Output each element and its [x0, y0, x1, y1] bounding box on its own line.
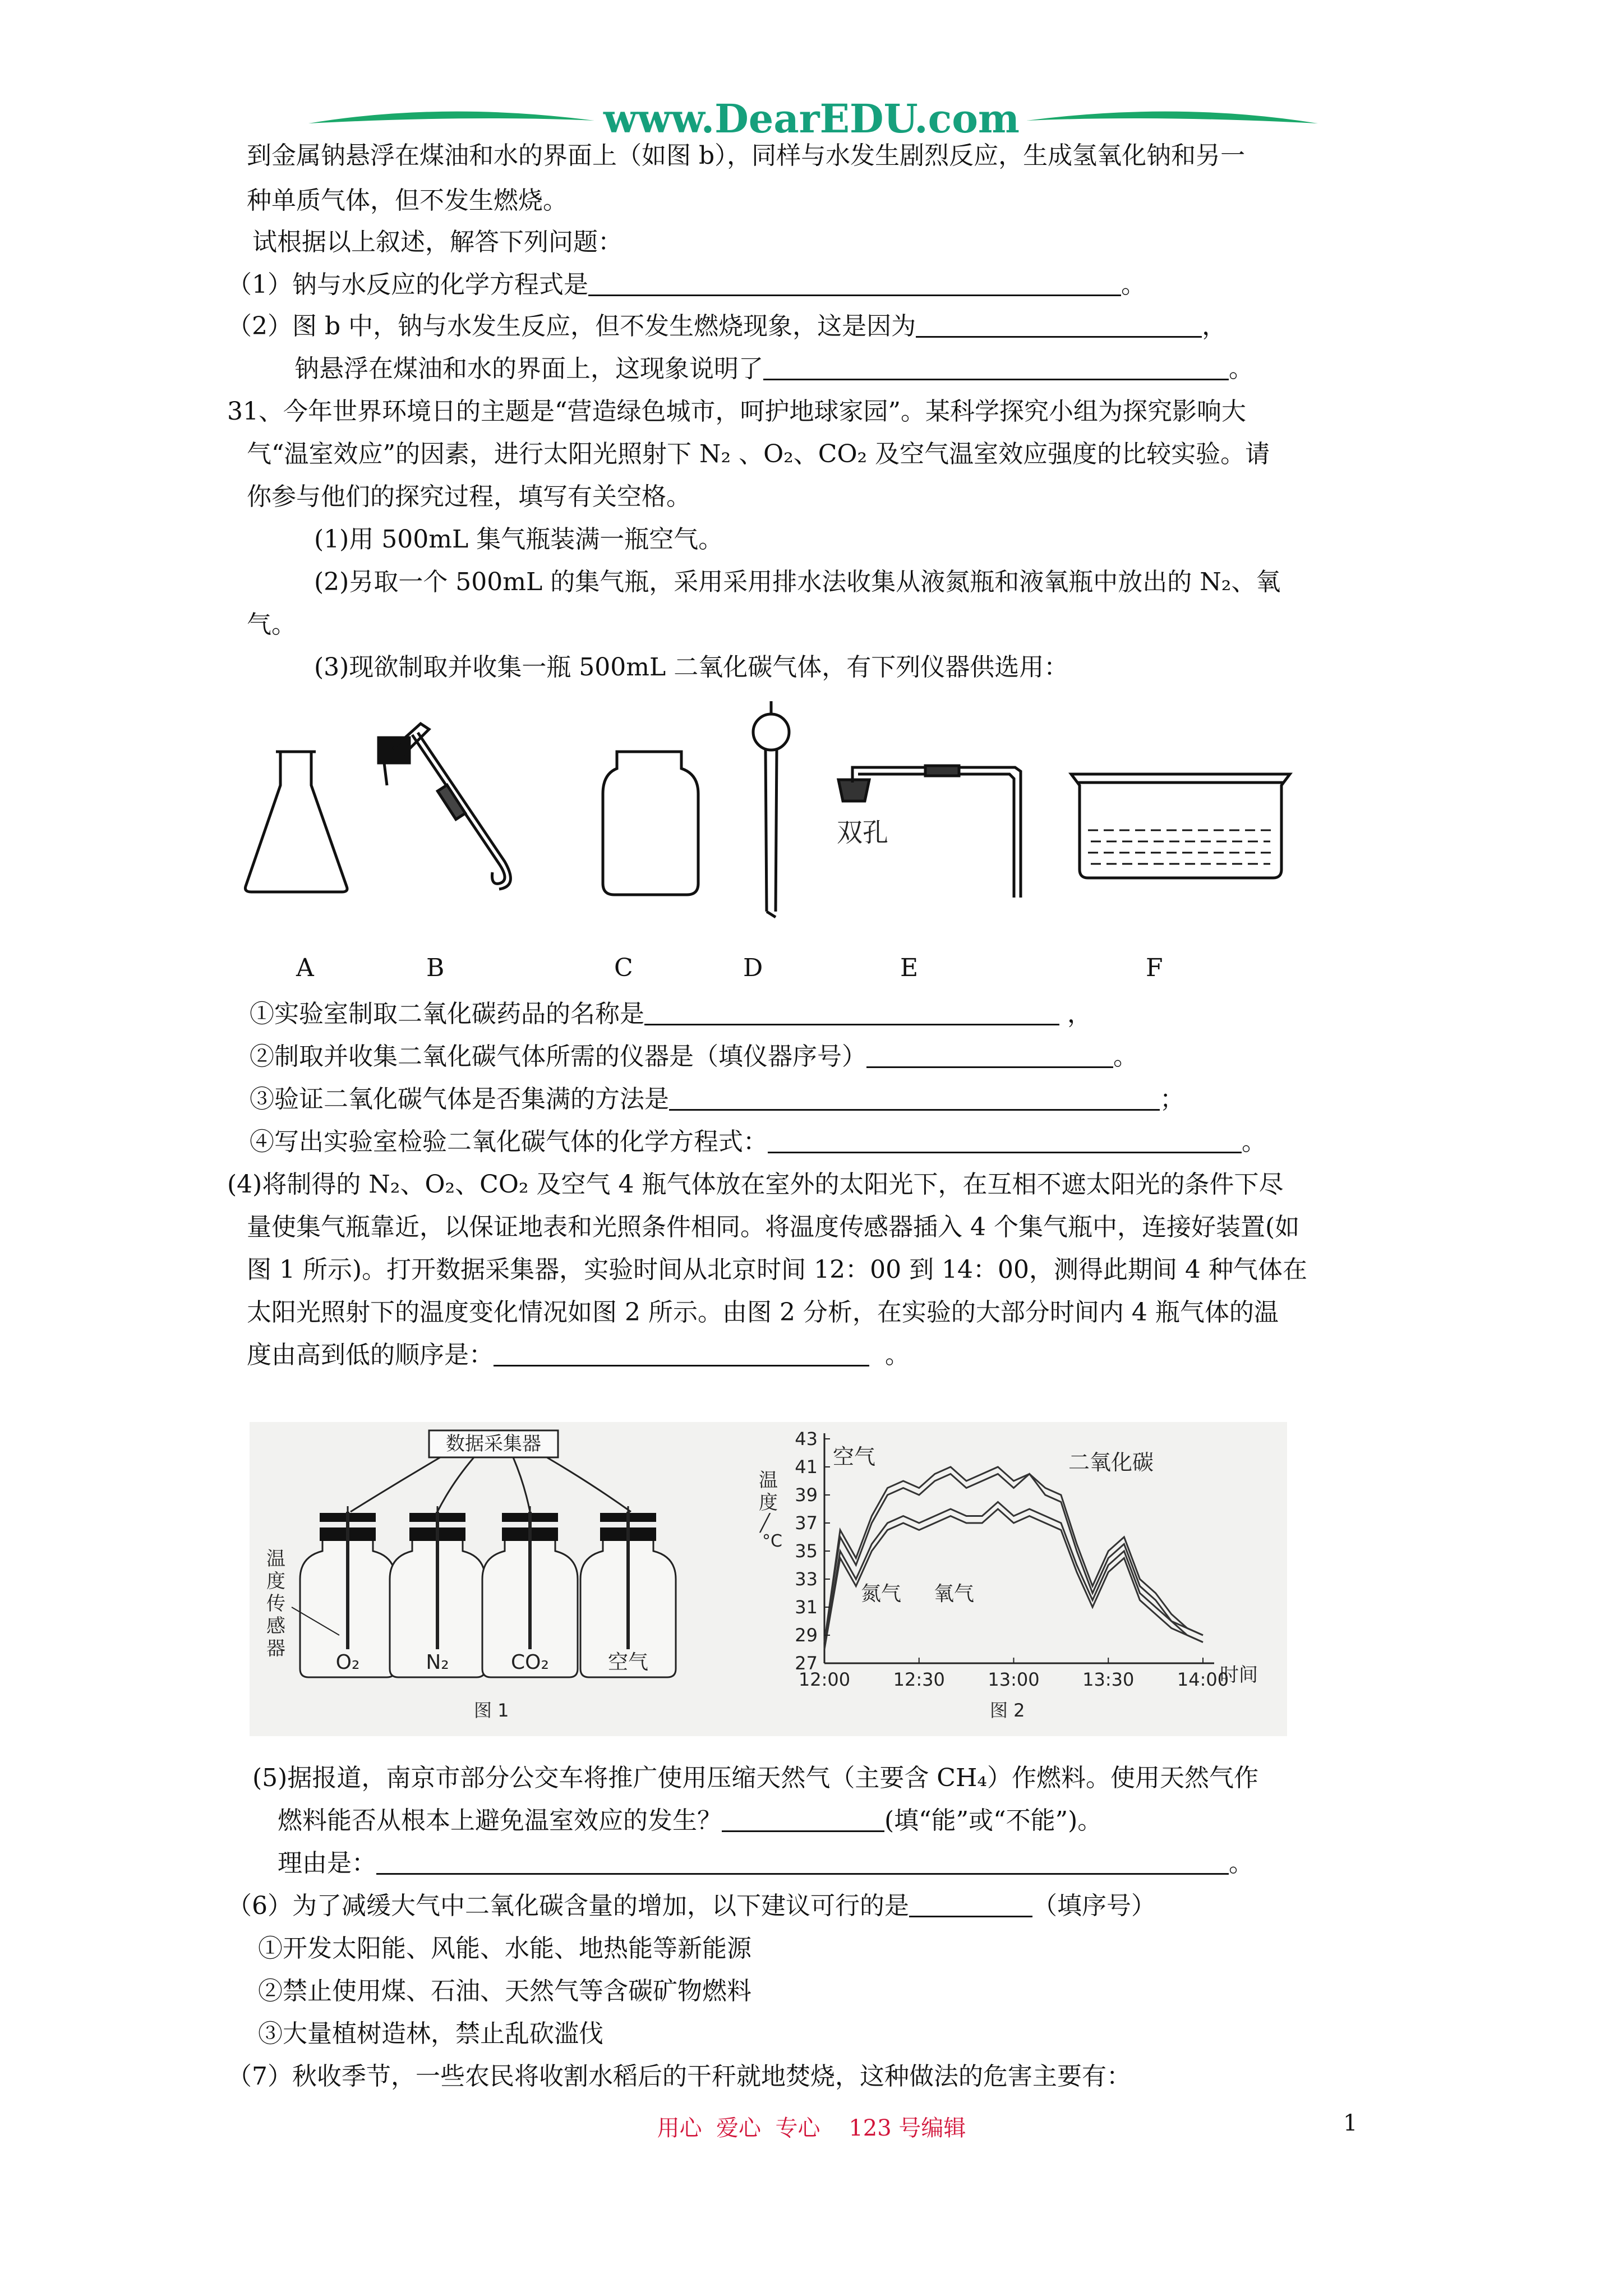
footer-text: 用心 爱心 专心 123 号编辑 [657, 2115, 966, 2141]
sub-question-3: ③验证二氧化碳气体是否集满的方法是 ； [250, 1085, 1184, 1114]
text-line: (4)将制得的 N₂、O₂、CO₂ 及空气 4 瓶气体放在室外的太阳光下，在互相不遮太阳光的条件下尽 [227, 1170, 1284, 1199]
series-label-o2: 氧气 [934, 1582, 975, 1605]
option-1: ①开发太阳能、风能、水能、地热能等新能源 [258, 1934, 751, 1963]
text-line: (1)用 500mL 集气瓶装满一瓶空气。 [314, 525, 723, 554]
figure-1 [250, 1422, 754, 1736]
text-line: 到金属钠悬浮在煤油和水的界面上（如图 b），同样与水发生剧烈反应，生成氢氧化钠和另一 [247, 141, 1246, 170]
gas-bottle [390, 1506, 485, 1677]
series-label-co2: 二氧化碳 [1068, 1450, 1154, 1475]
svg-text:器: 器 [266, 1637, 285, 1660]
e-caption: 双孔 [837, 817, 888, 848]
series-line [824, 1467, 1203, 1642]
answer-blank[interactable] [669, 1084, 1160, 1111]
svg-text:温: 温 [266, 1548, 285, 1570]
x-tick-label: 13:30 [1082, 1669, 1135, 1690]
svg-text:感: 感 [266, 1615, 285, 1637]
text-line: 太阳光照射下的温度变化情况如图 2 所示。由图 2 分析，在实验的大部分时间内 4 瓶气体的温 [247, 1298, 1279, 1327]
figure-2-chart [754, 1422, 1287, 1736]
bottle-label: 空气 [607, 1651, 649, 1674]
question-2b: 钠悬浮在煤油和水的界面上，这现象说明了 。 [294, 355, 1253, 383]
label-a: A [296, 954, 314, 982]
svg-text:度: 度 [759, 1492, 778, 1514]
text-line: 气。 [247, 610, 296, 639]
y-tick-label: 37 [795, 1512, 818, 1534]
question-1: （1）钠与水反应的化学方程式是 。 [227, 270, 1146, 299]
answer-blank[interactable] [768, 1127, 1242, 1153]
site-name[interactable]: www.DearEDU.com [603, 95, 1020, 142]
series-label-n2: 氮气 [861, 1582, 902, 1605]
text-line: (2)另取一个 500mL 的集气瓶，采用采用排水法收集从液氮瓶和液氧瓶中放出的 N₂、氧 [314, 568, 1281, 596]
text-line: 气“温室效应”的因素，进行太阳光照射下 N₂ 、O₂、CO₂ 及空气温室效应强度的比较实验。请 [247, 440, 1270, 468]
answer-blank[interactable] [916, 311, 1202, 338]
y-tick-label: 27 [795, 1653, 818, 1674]
conical-flask-icon [245, 752, 347, 892]
svg-text:度: 度 [266, 1570, 285, 1593]
text-line: 量使集气瓶靠近，以保证地表和光照条件相同。将温度传感器插入 4 个集气瓶中，连接好装置(如 [247, 1213, 1300, 1241]
y-tick-label: 31 [795, 1596, 818, 1618]
text-line: 试根据以上叙述，解答下列问题： [252, 228, 623, 256]
y-tick-label: 29 [795, 1625, 818, 1646]
y-tick-label: 35 [795, 1540, 818, 1562]
option-2: ②禁止使用煤、石油、天然气等含碳矿物燃料 [258, 1977, 751, 2005]
gas-bottle [580, 1506, 676, 1677]
label-c: C [614, 954, 633, 982]
sub-question-2: ②制取并收集二氧化碳气体所需的仪器是（填仪器序号） 。 [250, 1042, 1138, 1071]
bottle-label: O₂ [335, 1651, 360, 1674]
answer-blank[interactable] [722, 1806, 884, 1832]
option-3: ③大量植树造林，禁止乱砍滥伐 [258, 2019, 603, 2048]
text-line: 你参与他们的探究过程，填写有关空格。 [247, 482, 691, 511]
y-axis-label [759, 1469, 782, 1551]
svg-text:传: 传 [266, 1593, 285, 1615]
gas-bottle [482, 1506, 578, 1677]
answer-blank[interactable] [763, 354, 1229, 380]
series-line [824, 1502, 1203, 1650]
svg-text:╱: ╱ [760, 1513, 771, 1533]
x-tick-label: 12:30 [893, 1669, 945, 1690]
label-d: D [743, 954, 763, 982]
figure-1-caption: 图 1 [474, 1700, 509, 1721]
x-tick-label: 14:00 [1177, 1669, 1229, 1690]
x-axis-label: 时间 [1220, 1664, 1258, 1686]
label-f: F [1146, 954, 1163, 982]
text-line-with-blank: （6）为了减缓大气中二氧化碳含量的增加，以下建议可行的是 （填序号） [227, 1892, 1156, 1920]
y-tick-label: 39 [795, 1484, 818, 1506]
text-line: (3)现欲制取并收集一瓶 500mL 二氧化碳气体，有下列仪器供选用： [314, 653, 1069, 682]
answer-blank[interactable] [644, 999, 1059, 1025]
stopper-tube-icon [379, 724, 510, 889]
funnel-icon [753, 701, 789, 917]
answer-blank[interactable] [909, 1891, 1032, 1917]
gas-jar-icon [603, 752, 698, 895]
bottle-label: CO₂ [511, 1651, 549, 1674]
figure-2-caption: 图 2 [990, 1700, 1025, 1721]
svg-text:温: 温 [759, 1469, 778, 1492]
text-line: 图 1 所示)。打开数据采集器，实验时间从北京时间 12：00 到 14：00，测得此期间 4 种气体在 [247, 1255, 1308, 1284]
x-tick-label: 13:00 [988, 1669, 1040, 1690]
page-number: 1 [1343, 2110, 1358, 2136]
answer-blank[interactable] [376, 1848, 1229, 1875]
sub-question-4: ④写出实验室检验二氧化碳气体的化学方程式： 。 [250, 1128, 1266, 1156]
text-line: 种单质气体，但不发生燃烧。 [247, 186, 568, 215]
svg-text:°C: °C [762, 1531, 782, 1551]
question-2: （2）图 b 中，钠与水发生反应，但不发生燃烧现象，这是因为 ， [227, 312, 1227, 341]
sensor-label [266, 1548, 285, 1660]
label-b: B [426, 954, 445, 982]
series-label-air: 空气 [833, 1444, 876, 1469]
sub-question-1: ①实验室制取二氧化碳药品的名称是 ， [250, 1000, 1092, 1028]
answer-blank[interactable] [866, 1042, 1113, 1068]
bottle-label: N₂ [426, 1651, 449, 1674]
text-line-with-blank: 度由高到低的顺序是： 。 [247, 1341, 910, 1369]
collector-label: 数据采集器 [446, 1433, 541, 1455]
x-tick-label: 12:00 [798, 1669, 851, 1690]
y-tick-label: 33 [795, 1568, 818, 1590]
text-line-with-blank: 燃料能否从根本上避免温室效应的发生？ (填“能”或“不能”)。 [278, 1806, 1103, 1835]
answer-blank[interactable] [494, 1340, 869, 1366]
y-tick-label: 43 [795, 1428, 818, 1450]
text-line-with-blank: 理由是： 。 [278, 1849, 1253, 1878]
gas-bottle [300, 1506, 395, 1677]
label-e: E [900, 954, 919, 982]
figure-panel [250, 1422, 1287, 1736]
answer-blank[interactable] [588, 270, 1121, 296]
question-7: （7）秋收季节，一些农民将收割水稻后的干秆就地焚烧，这种做法的危害主要有： [227, 2062, 1131, 2091]
y-tick-label: 41 [795, 1456, 818, 1478]
series-line [824, 1509, 1203, 1649]
text-line: (5)据报道，南京市部分公交车将推广使用压缩天然气（主要含 CH₄）作燃料。使用天然气作 [252, 1764, 1258, 1792]
text-line: 31、今年世界环境日的主题是“营造绿色城市，呵护地球家园”。某科学探究小组为探究影响大 [227, 397, 1246, 426]
apparatus-figure [236, 701, 1385, 937]
water-trough-icon [1071, 774, 1290, 878]
